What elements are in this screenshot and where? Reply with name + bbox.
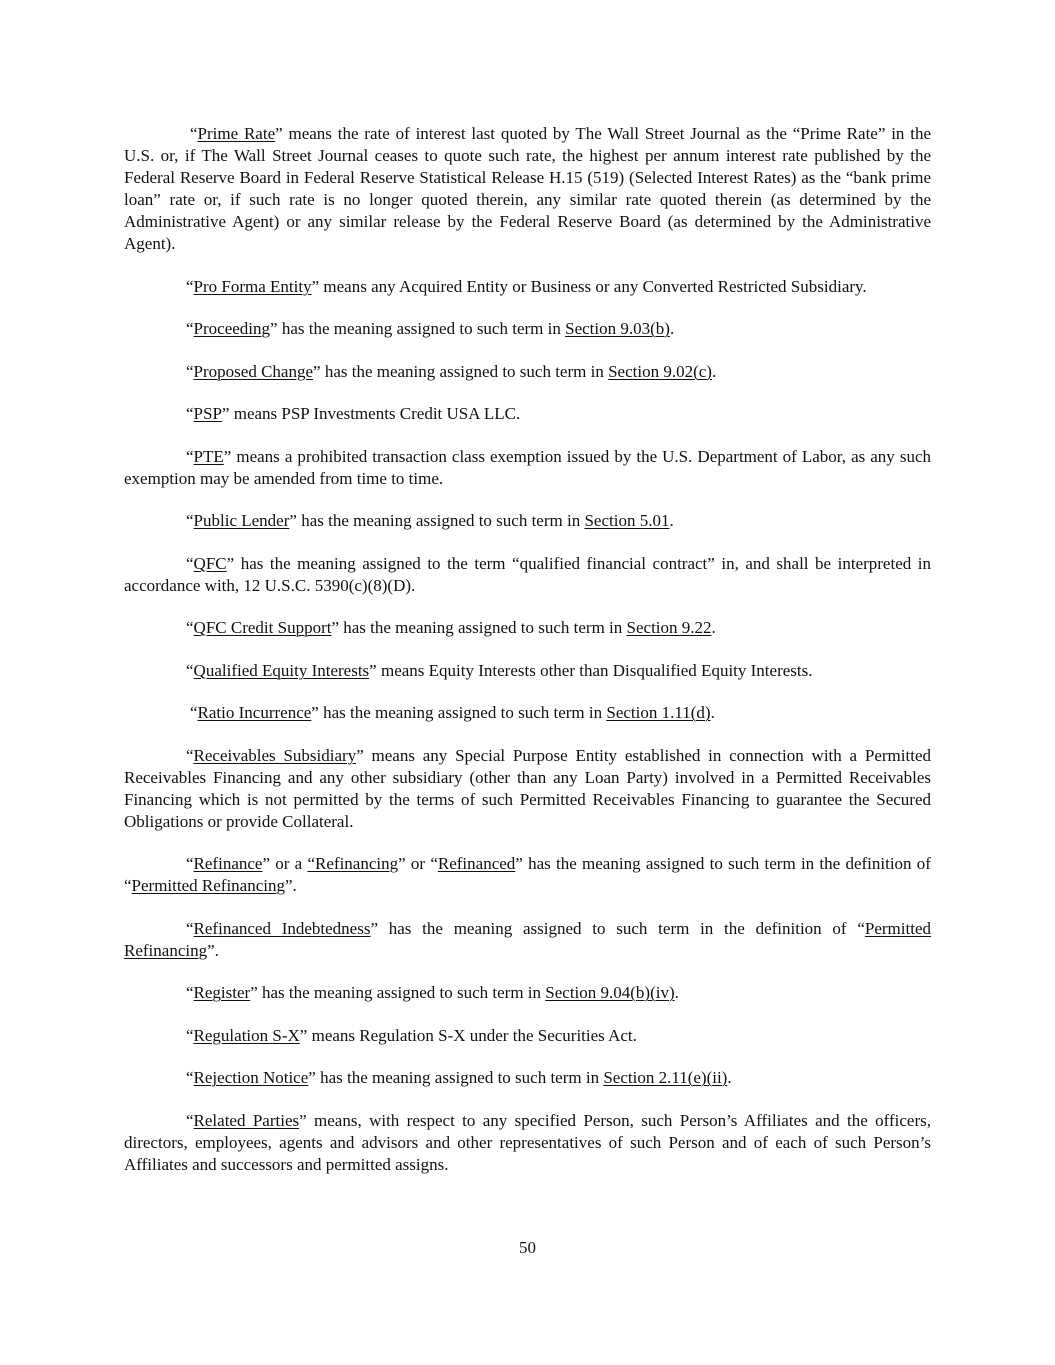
definition-proceeding: “Proceeding” has the meaning assigned to such term in Section 9.03(b). — [186, 319, 675, 338]
definition-text: has the meaning assigned to the term “qualified financial contract” in, and shall be interpreted in accordance with, 12 U.S.C. 5390(c)(8)(D). — [124, 553, 931, 595]
definition-ratio-incurrence: “Ratio Incurrence” has the meaning assigned to such term in Section 1.11(d). — [190, 703, 715, 722]
section-reference: Section 2.11(e)(ii) — [603, 1068, 728, 1087]
defined-term: Prime Rate — [197, 124, 276, 143]
definition-text: has the meaning assigned to such term in — [277, 319, 566, 338]
defined-term: Receivables Subsidiary — [193, 745, 357, 765]
document-body — [124, 123, 931, 1196]
definition-text: means any Acquired Entity or Business or any Converted Restricted Subsidiary. — [319, 276, 867, 296]
section-reference: Section 9.04(b)(iv) — [545, 983, 675, 1002]
section-reference: Section 9.02(c) — [608, 361, 712, 381]
definition-text: has the meaning assigned to such term in — [315, 1068, 604, 1087]
definition-related-parties: “Related Parties” means, with respect to any specified Person, such Person’s Affiliates and the officers, directors, employees, agents and advisors and other representatives of such Person and of each of such Person’s Affiliates and successors and permitted assigns. — [124, 1110, 931, 1174]
definition-text: has the meaning assigned to such term in — [339, 618, 627, 637]
definition-trailing-text: . — [669, 511, 674, 530]
definition-text: means the rate of interest last quoted by The Wall Street Journal as the “Prime Rate” in the U.S. or, if The Wall Street Journal ceases to quote such rate, the highest per annum interest rate published by the Federal Reserve Board in Federal Reserve Statistical Release H.15 (519) (Selected Interest Rates) as the “bank prime loan” rate or, if such rate is no longer quoted therein, any similar rate quoted therein (as determined by the Administrative Agent) or any similar release by the Federal Reserve Board (as determined by the Administrative Agent). — [124, 124, 931, 253]
section-reference: Section 1.11(d) — [606, 703, 711, 722]
definition-text: has the meaning assigned to such term in — [257, 983, 546, 1002]
defined-term: Qualified Equity Interests — [193, 660, 370, 680]
definition-text: ” has the meaning assigned to such term in the definition of “ — [124, 854, 931, 895]
defined-term: Ratio Incurrence — [197, 703, 312, 722]
section-reference: Section 9.03(b) — [565, 319, 670, 338]
section-reference: Section 5.01 — [584, 511, 670, 530]
definition-text: means a prohibited transaction class exemption issued by the U.S. Department of Labor, as any such exemption may be amended from time to time. — [124, 446, 931, 488]
definition-pro-forma-entity: “Pro Forma Entity” means any Acquired Entity or Business or any Converted Restricted Subsidiary. — [186, 276, 867, 296]
definition-text: means PSP Investments Credit USA LLC. — [229, 404, 521, 423]
definition-text: has the meaning assigned to such term in — [296, 511, 585, 530]
definition-text: means Equity Interests other than Disqualified Equity Interests. — [376, 660, 813, 680]
definition-refinanced-indebtedness: “Refinanced Indebtedness” has the meaning assigned to such term in the definition of “Permitted Refinancing”. — [124, 918, 931, 960]
definition-trailing-text: ”. — [284, 876, 297, 895]
definition-trailing-text: . — [727, 1068, 732, 1087]
defined-term: Proposed Change — [193, 361, 314, 381]
definition-trailing-text: . — [674, 983, 679, 1002]
defined-term: Regulation S-X — [193, 1025, 300, 1045]
defined-term: Related Parties — [193, 1110, 300, 1130]
definition-receivables-subsidiary: “Receivables Subsidiary” means any Special Purpose Entity established in connection with a Permitted Receivables Financing and any other subsidiary (other than any Loan Party) involved in a Permitted Receivables Financing which is not permitted by the terms of such Permitted Receivables Financing to guarantee the Secured Obligations or provide Collateral. — [124, 745, 931, 831]
definition-register: “Register” has the meaning assigned to such term in Section 9.04(b)(iv). — [186, 983, 679, 1002]
defined-term-alternate: “Refinancing — [307, 854, 399, 873]
definition-proposed-change: “Proposed Change” has the meaning assigned to such term in Section 9.02(c). — [186, 361, 717, 381]
definition-pte: “PTE” means a prohibited transaction class exemption issued by the U.S. Department of Labor, as any such exemption may be amended from time to time. — [124, 446, 931, 488]
definition-reference: Permitted Refinancing — [131, 876, 285, 895]
defined-term: Proceeding — [193, 319, 271, 338]
defined-term: Refinance — [193, 854, 263, 873]
definition-psp: “PSP” means PSP Investments Credit USA LLC. — [186, 404, 521, 423]
definition-trailing-text: . — [711, 618, 716, 637]
defined-term: Register — [193, 983, 251, 1002]
defined-term: PSP — [193, 404, 222, 423]
definition-text: has the meaning assigned to such term in — [318, 703, 607, 722]
definition-regulation-s-x: “Regulation S-X” means Regulation S-X under the Securities Act. — [186, 1025, 637, 1045]
defined-term: PTE — [193, 446, 224, 466]
definition-text: ” or “ — [398, 854, 438, 873]
definition-text: means, with respect to any specified Person, such Person’s Affiliates and the officers, directors, employees, agents and advisors and other representatives of such Person and of each of such Person’s Affiliates and successors and permitted assigns. — [124, 1110, 931, 1174]
definition-qfc: “QFC” has the meaning assigned to the term “qualified financial contract” in, and shall be interpreted in accordance with, 12 U.S.C. 5390(c)(8)(D). — [124, 553, 931, 595]
defined-term: Refinanced Indebtedness — [193, 918, 371, 938]
definition-trailing-text: . — [711, 361, 717, 381]
definition-public-lender: “Public Lender” has the meaning assigned to such term in Section 5.01. — [186, 511, 674, 530]
defined-term-alternate: Refinanced — [437, 854, 516, 873]
definition-prime-rate: “Prime Rate” means the rate of interest last quoted by The Wall Street Journal as the “Prime Rate” in the U.S. or, if The Wall Street Journal ceases to quote such rate, the highest per annum interest rate published by the Federal Reserve Board in Federal Reserve Statistical Release H.15 (519) (Selected Interest Rates) as the “bank prime loan” rate or, if such rate is no longer quoted therein, any similar rate quoted therein (as determined by the Administrative Agent) or any similar release by the Federal Reserve Board (as determined by the Administrative Agent). — [124, 124, 931, 253]
definition-reference: Permitted Refinancing — [124, 918, 931, 960]
definition-text: means any Special Purpose Entity established in connection with a Permitted Receivables Financing and any other subsidiary (other than any Loan Party) involved in a Permitted Receivables Financing which is not permitted by the terms of such Permitted Receivables Financing to guarantee the Secured Obligations or provide Collateral. — [124, 745, 931, 831]
defined-term: Pro Forma Entity — [193, 276, 312, 296]
defined-term: Public Lender — [193, 511, 290, 530]
definition-trailing-text: . — [710, 703, 715, 722]
definition-qfc-credit-support: “QFC Credit Support” has the meaning assigned to such term in Section 9.22. — [186, 618, 716, 637]
defined-term: QFC Credit Support — [193, 618, 332, 637]
definition-rejection-notice: “Rejection Notice” has the meaning assigned to such term in Section 2.11(e)(ii). — [186, 1068, 732, 1087]
definition-text: or a — [270, 854, 308, 873]
definition-refinance: “Refinance” or a “Refinancing” or “Refinanced” has the meaning assigned to such term in the definition of “Permitted Refinancing”. — [124, 854, 931, 895]
definition-text: has the meaning assigned to such term in — [320, 361, 609, 381]
definition-qualified-equity-interests: “Qualified Equity Interests” means Equity Interests other than Disqualified Equity Interests. — [186, 660, 813, 680]
page-number: 50 — [519, 1238, 536, 1257]
definition-trailing-text: . — [669, 319, 675, 338]
defined-term: QFC — [193, 553, 227, 573]
defined-term: Rejection Notice — [193, 1068, 309, 1087]
section-reference: Section 9.22 — [626, 618, 712, 637]
definition-trailing-text: ”. — [207, 940, 219, 960]
definition-text: means Regulation S-X under the Securities Act. — [307, 1025, 637, 1045]
definition-text: has the meaning assigned to such term in the definition of “ — [378, 918, 865, 938]
